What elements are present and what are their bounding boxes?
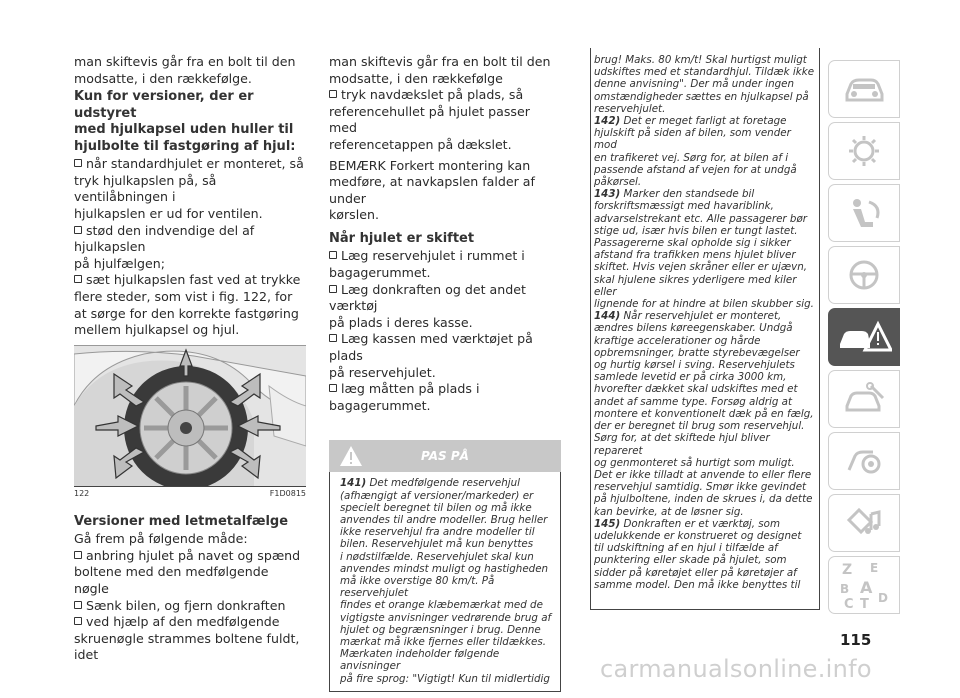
figure-caption xyxy=(74,486,306,498)
airbag-seat-icon xyxy=(841,196,887,230)
breakdown-warning-icon xyxy=(836,320,892,354)
chapter-tabs xyxy=(828,60,900,618)
after-change-list: Læg reservehjulet i rummet i bagagerummet. Læg donkraften og det andet værktøj på plads i deres kasse. Læg kassen med værktøjet på plads på reservehjulet. læg måtten på plads i bagagerummet. xyxy=(329,248,561,414)
list-item: sæt hjulkapslen fast ved at trykke xyxy=(74,272,306,289)
tab-lights[interactable] xyxy=(828,122,900,180)
tab-index[interactable] xyxy=(828,556,900,614)
column-1 xyxy=(74,54,306,664)
figure-122-wheel-hubcap xyxy=(74,345,306,486)
alloy-list: Gå frem på følgende måde: anbring hjulet på navet og spænd boltene med den medfølgende nøgle Sænk bilen, og fjern donkraften ved hjælp af den medfølgende skruenøgle strammes boltene fuldt, idet xyxy=(74,531,306,664)
list-item: ved hjælp af den medfølgende xyxy=(74,614,306,631)
column-2 xyxy=(329,54,561,698)
checkbox-bullet-icon xyxy=(74,601,82,609)
list-item: tryk navdækslet på plads, så xyxy=(329,87,561,104)
list-item: når standardhjulet er monteret, så xyxy=(74,156,306,173)
svg-text:Z: Z xyxy=(842,562,853,578)
checkbox-bullet-icon xyxy=(329,90,337,98)
technical-data-icon xyxy=(841,444,887,478)
tab-emergency[interactable] xyxy=(828,308,900,366)
svg-text:B: B xyxy=(840,582,850,596)
watermark: carmanualsonline.info xyxy=(600,655,872,683)
checkbox-bullet-icon xyxy=(329,384,337,392)
warning-box xyxy=(329,440,561,698)
checkbox-bullet-icon xyxy=(74,551,82,559)
tab-driving[interactable] xyxy=(828,246,900,304)
checkbox-bullet-icon xyxy=(329,251,337,259)
steering-wheel-icon xyxy=(841,258,887,292)
col1-intro: man skiftevis går fra en bolt til den modsatte, i den rækkefølge. xyxy=(74,54,296,86)
tab-car-dashboard[interactable] xyxy=(828,60,900,118)
warning-block: 144) Når reservehjulet er monteret, ændres bilens køreegenskaber. Undgå kraftige accelerationer og hårde opbremsninger, bratte styrebevægelser og hurtig kørsel i sving. Reservehjulets samlede levetid er på cirka 3000 km, hvorefter dækket skal udskiftes med et andet af samme type. Forsøg aldrig at montere et konventionelt dæk på en fælg, der er beregnet til brug som reservehjul. Sørg for, at det skiftede hjul bliver repareret og genmonteret så hurtigt som muligt. Det er ikke tilladt at anvende to eller flere reservehjul samtidig. Smør ikke gevindet på hjulboltene, inden de skrues i, da dette kan bevirke, at de løsner sig. xyxy=(594,310,814,518)
svg-text:D: D xyxy=(878,591,888,605)
after-change-heading: Når hjulet er skiftet xyxy=(329,230,475,246)
warning-title: PAS PÅ xyxy=(421,449,469,464)
warning-block: 142) Det er meget farligt at foretage hjulskift på siden af bilen, som vender mod en trafikeret vej. Sørg for, at bilen af i passende afstand af vejen for at undgå påkørsel. xyxy=(594,115,797,189)
figure-number: 122 xyxy=(74,488,90,498)
warning-block: 145) Donkraften er et værktøj, som udelukkende er konstrueret og designet til udskiftning af en hjul i tilfælde af punktering eller skade på hjulet, som sidder på køretøjet eller på køretøjer af samme model. Den må ikke benyttes til xyxy=(594,517,802,591)
svg-text:T: T xyxy=(860,597,869,610)
warning-continuation xyxy=(590,48,820,610)
tab-maintenance[interactable] xyxy=(828,370,900,428)
list-item: stød den indvendige del af hjulkapslen xyxy=(74,222,255,255)
list-item: Sænk bilen, og fjern donkraften xyxy=(74,598,306,615)
tab-multimedia[interactable] xyxy=(828,494,900,552)
col2-intro: man skiftevis går fra en bolt til den modsatte, i den rækkefølge tryk navdækslet på plads, så referencehullet på hjulet passer med referencetappen på dækslet. BEMÆRK Forkert montering kan medføre, at navkapslen falder af under kørslen. xyxy=(329,54,561,224)
warning-block: brug! Maks. 80 km/t! Skal hurtigst muligt udskiftes med et standardhjul. Tildæk ikke denne anvisning". Der må under ingen omstændigheder sættes en hjulkapsel på reservehjulet. xyxy=(594,54,815,115)
checkbox-bullet-icon xyxy=(74,159,82,167)
hubcap-heading: Kun for versioner, der er udstyret med hjulkapsel uden huller til hjulbolte til fastgøring af hjul: xyxy=(74,89,296,154)
list-item: anbring hjulet på navet og spænd xyxy=(74,548,306,565)
car-dashboard-icon xyxy=(841,72,887,106)
list-item: Læg reservehjulet i rummet i xyxy=(329,248,561,265)
checkbox-bullet-icon xyxy=(74,275,82,283)
list-item: Læg kassen med værktøjet på plads xyxy=(329,331,533,363)
checkbox-bullet-icon xyxy=(74,226,82,234)
figure-code: F1D0815 xyxy=(269,488,306,498)
multimedia-icon xyxy=(841,506,887,540)
alphabet-index-icon xyxy=(836,560,892,610)
alloy-heading: Versioner med letmetalfælge xyxy=(74,513,289,529)
checkbox-bullet-icon xyxy=(329,285,337,293)
checkbox-bullet-icon xyxy=(329,334,337,342)
tab-safety[interactable] xyxy=(828,184,900,242)
page-number: 115 xyxy=(840,631,872,649)
warning-block: 143) Marker den standsede bil forskriftsmæssigt med havariblink, advarselstrekant etc. Alle passagerer bør stige ud, især hvis bilen er tungt lastet. Passagererne skal opholde sig i sikker afstand fra trafikken mens hjulet bliver skiftet. Hvis vejen skråner eller er ujævn, skal hjulene sikres yderligere med kiler eller lignende for at hindre at bilen skubber sig. xyxy=(594,188,814,311)
checkbox-bullet-icon xyxy=(74,617,82,625)
list-item: Læg donkraften og det andet værktøj xyxy=(329,281,526,314)
lights-icon xyxy=(841,134,887,168)
svg-text:C: C xyxy=(844,597,854,610)
maintenance-icon xyxy=(841,382,887,416)
svg-text:A: A xyxy=(860,578,873,597)
warning-header xyxy=(329,440,561,472)
warning-text: 141) Det medfølgende reservehjul (afhængigt af versioner/markeder) er specielt beregnet til bilen og må ikke anvendes til andre modeller. Brug heller ikke reservehjul fra andre modeller til bilen. Reservehjulet må kun benyttes i nødstilfælde. Reservehjulet skal kun anvendes mindst muligt og hastigheden må ikke overstige 80 km/t. På reservehjulet findes et orange klæbemærkat med de vigtigste anvisninger vedrørende brug af hjulet og begrænsninger i brug. Denne mærkat må ikke fjernes eller tildækkes. Mærkaten indeholder følgende anvisninger på fire sprog: "Vigtigt! Kun til midlertidig xyxy=(329,472,561,692)
hubcap-list: når standardhjulet er monteret, så tryk hjulkapslen på, så ventilåbningen i hjulkapslen er ud for ventilen. stød den indvendige del af hjulkapslen på hjulfælgen; sæt hjulkapslen fast ved at trykke flere steder, som vist i fig. 122, for at sørge for den korrekte fastgøring mellem hjulkapsel og hjul. xyxy=(74,156,306,339)
column-3 xyxy=(590,54,820,610)
wheel-illustration xyxy=(74,346,306,486)
tab-technical[interactable] xyxy=(828,432,900,490)
list-item: læg måtten på plads i xyxy=(329,381,561,398)
svg-text:E: E xyxy=(870,561,879,575)
